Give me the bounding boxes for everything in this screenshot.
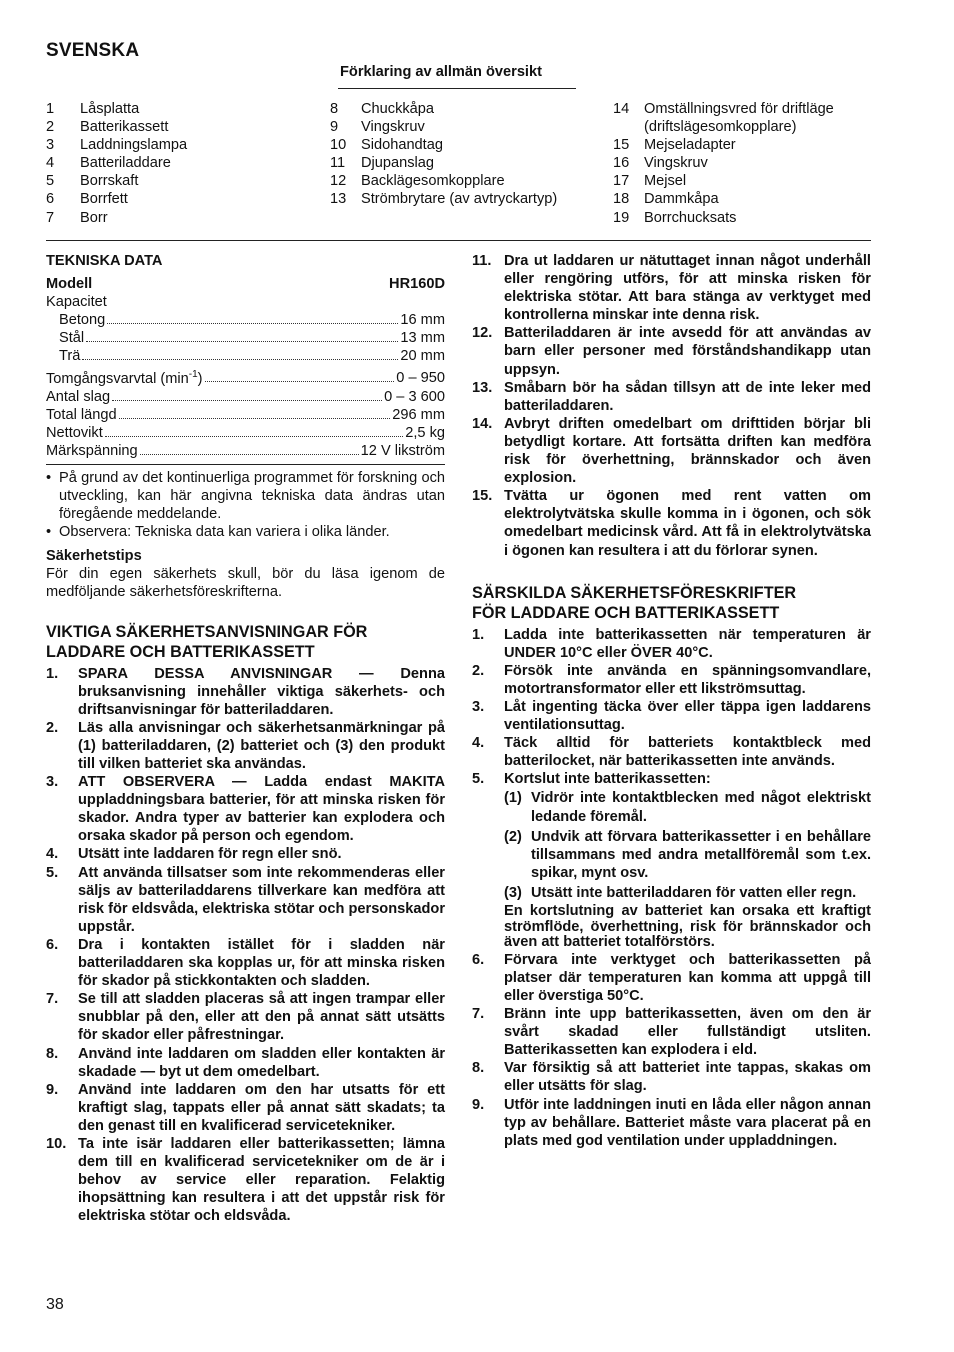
legend-item-label: Vingskruv xyxy=(644,155,708,172)
instruction-item-text: SPARA DESSA ANVISNINGAR — Denna bruksanvisning innehåller viktiga säkerhets- och driftsanvisningar för batteriladdaren. xyxy=(78,665,445,718)
spec-label: Nettovikt xyxy=(46,424,103,441)
section-divider xyxy=(46,240,871,241)
special-item-number: 8. xyxy=(472,1060,485,1077)
legend-item xyxy=(613,190,863,208)
legend-item xyxy=(46,190,286,208)
legend-item-label: Mejsel xyxy=(644,173,687,190)
legend-item-label: Batteriladdare xyxy=(80,155,171,172)
instruction-item-text: Tvätta ur ögonen med rent vatten om elektrolytvätska skulle komma in i ögonen, och sök omedelbart medicinsk vård. Att få in elektrolytvätska i ögonen kan resultera i att du förlorar synen. xyxy=(504,488,871,559)
special-item-text: Förvara inte verktyget och batterikassetten på platser där temperaturen kan komma att uppgå till eller överstiga 50°C. xyxy=(504,951,871,1004)
instruction-item xyxy=(46,773,445,845)
instruction-item xyxy=(472,252,871,324)
special-item xyxy=(472,734,871,770)
special-item-text: Kortslut inte batterikassetten: xyxy=(504,771,711,788)
legend-item-label: Batterikassett xyxy=(80,119,169,136)
spec-label: Stål xyxy=(59,330,85,347)
legend-item-label: Backlägesomkopplare xyxy=(361,173,505,190)
legend-item xyxy=(46,209,286,227)
spec-label: Total längd xyxy=(46,406,117,423)
spec-blows-row xyxy=(46,388,445,406)
legend-column-2 xyxy=(330,100,590,209)
legend-item-label: Vingskruv xyxy=(361,119,425,136)
instruction-item-number: 3. xyxy=(46,774,59,791)
legend-item xyxy=(330,172,590,190)
legend-item xyxy=(46,100,286,118)
spec-stal-row xyxy=(46,329,445,347)
legend-column-1 xyxy=(46,100,286,227)
legend-item xyxy=(46,154,286,172)
legend-item xyxy=(613,172,863,190)
legend-item-label: Strömbrytare (av avtryckartyp) xyxy=(361,191,558,208)
important-list-part1 xyxy=(46,665,445,1226)
legend-item xyxy=(613,154,863,172)
instruction-item xyxy=(472,415,871,487)
overview-title: Förklaring av allmän översikt xyxy=(340,64,542,80)
instruction-item-text: Att använda tillsatser som inte rekommenderas eller säljs av batteriladdarens tillverkare kan medföra att risk för eldsvåda, elektriska stötar och personskador uppstår. xyxy=(78,864,445,935)
legend-item xyxy=(330,136,590,154)
special-item-text: Täck alltid för batteriets kontaktbleck med batterilocket, när batterikassetten inte används. xyxy=(504,735,871,770)
instruction-item-number: 12. xyxy=(472,325,493,342)
overview-underline xyxy=(338,88,576,89)
sub-item-number: (2) xyxy=(504,828,522,845)
legend-item xyxy=(613,209,863,227)
spec-capacity-label: Kapacitet xyxy=(46,294,107,311)
special-item xyxy=(472,626,871,662)
legend-item-number: 17 xyxy=(613,173,630,190)
special-item xyxy=(472,770,871,788)
language-heading: SVENSKA xyxy=(46,40,140,61)
legend-item-number: 8 xyxy=(330,101,339,117)
instruction-item-text: Småbarn bör ha sådan tillsyn att de inte leker med batteriladdaren. xyxy=(504,379,871,414)
instruction-item xyxy=(46,719,445,773)
instruction-item-text: Ta inte isär laddaren eller batterikassetten; lämna dem till en kvalificerad servicetekniker om de är i behov av service eller reparation. Felaktig ihopsättning kan resultera i att det uppstår risk för elektriska stötar och eldsvåda. xyxy=(78,1135,445,1225)
instruction-item-number: 9. xyxy=(46,1081,59,1098)
spec-label: Antal slag xyxy=(46,388,111,405)
special-item-text: Ladda inte batterikassetten när temperaturen är UNDER 10°C eller ÖVER 40°C. xyxy=(504,626,871,661)
sub-item xyxy=(472,789,871,825)
instruction-item xyxy=(46,665,445,719)
instruction-item xyxy=(46,845,445,863)
sub-item-number: (1) xyxy=(504,790,522,807)
spec-label: Betong xyxy=(59,312,106,329)
legend-item xyxy=(613,100,863,136)
spec-speed-row xyxy=(46,366,445,388)
spec-label: Trä xyxy=(59,348,81,365)
special-item-number: 7. xyxy=(472,1006,485,1023)
sub-item-text: Utsätt inte batteriladdaren för vatten eller regn. xyxy=(531,884,857,901)
legend-item-number: 19 xyxy=(613,209,630,226)
legend-item-number: 2 xyxy=(46,119,55,136)
legend-item-number: 9 xyxy=(330,119,339,136)
instruction-item-number: 10. xyxy=(46,1135,67,1152)
tech-data-heading: TEKNISKA DATA xyxy=(46,253,163,269)
legend-item-number: 12 xyxy=(330,173,347,190)
legend-item-number: 5 xyxy=(46,173,55,190)
legend-item xyxy=(330,100,590,118)
instruction-item-text: Batteriladdaren är inte avsedd för att användas av barn eller personer med förståndshandikapp utan uppsyn. xyxy=(504,325,871,378)
legend-item-number: 14 xyxy=(613,101,630,117)
tech-note: • På grund av det kontinuerliga programmet för forskning och utveckling, kan här angivna tekniska data ändras utan föregående meddelande. xyxy=(46,469,445,523)
spec-value: 296 mm xyxy=(392,406,445,423)
special-item-text: Var försiktig så att batteriet inte tappas, skakas om eller utsätts för slag. xyxy=(504,1060,871,1095)
spec-value: 0 – 3 600 xyxy=(384,388,445,405)
legend-item-label: Chuckkåpa xyxy=(361,101,435,117)
legend-column-3 xyxy=(613,100,863,227)
sub-item-number: (3) xyxy=(504,884,522,901)
legend-item-label: Borrchucksats xyxy=(644,209,737,226)
legend-item-number: 10 xyxy=(330,137,347,154)
important-list-part2 xyxy=(472,252,871,560)
legend-item-number: 4 xyxy=(46,155,55,172)
special-item-number: 1. xyxy=(472,626,485,643)
special-item xyxy=(472,1096,871,1150)
legend-item xyxy=(613,136,863,154)
spec-model-label: Modell xyxy=(46,276,93,293)
legend-item-number: 7 xyxy=(46,209,55,226)
instruction-item-number: 14. xyxy=(472,415,493,432)
spec-length-row xyxy=(46,406,445,424)
short-circuit-note: En kortslutning av batteriet kan orsaka ett kraftigt strömflöde, överhettning, risk för brännskador och även att batteriet totalförstörs. xyxy=(504,903,871,951)
legend-item-label: Omställningsvred för driftläge (driftslägesomkopplare) xyxy=(644,101,834,136)
legend-item-number: 15 xyxy=(613,137,630,154)
legend-item xyxy=(330,118,590,136)
instruction-item-text: Använd inte laddaren om den har utsatts för ett kraftigt slag, tappats eller på annat sätt skadats; ta den genast till en kvalificerad servicetekniker. xyxy=(78,1081,445,1134)
instruction-item-text: Utsätt inte laddaren för regn eller snö. xyxy=(78,846,342,863)
legend-item-number: 13 xyxy=(330,191,347,208)
instruction-item-text: Dra ut laddaren ur nätuttaget innan något underhåll eller rengöring utförs, för att minska risken för elektriska stötar. Att bara stänga av verktyget med kontrollerna minskar inte denna risk. xyxy=(504,253,871,324)
special-item-text: Bränn inte upp batterikassetten, även om den är svårt skadad eller fullständigt utsliten. Batterikassetten kan explodera i eld. xyxy=(504,1006,871,1059)
instruction-item-number: 2. xyxy=(46,719,59,736)
spec-model-row xyxy=(46,275,445,293)
safety-tips-heading: Säkerhetstips xyxy=(46,548,142,565)
legend-item-label: Sidohandtag xyxy=(361,137,443,154)
special-item xyxy=(472,1059,871,1095)
sub-item xyxy=(472,884,871,902)
spec-divider xyxy=(46,464,445,465)
instruction-item-text: Se till att sladden placeras så att ingen trampar eller snubblar på den, eller att den på annat sätt utsätts för skador eller påfrestningar. xyxy=(78,991,445,1044)
special-item xyxy=(472,1005,871,1059)
instruction-item xyxy=(46,990,445,1044)
special-item-text: Utför inte laddningen inuti en låda eller någon annan typ av behållare. Batteriet måste vara placerat på en plats med god ventilation under uppladdningen. xyxy=(504,1096,871,1149)
sub-item xyxy=(472,828,871,882)
special-item-number: 9. xyxy=(472,1096,485,1113)
spec-value: 13 mm xyxy=(400,330,445,347)
instruction-item-number: 15. xyxy=(472,488,493,505)
legend-item-number: 6 xyxy=(46,191,55,208)
instruction-item-number: 7. xyxy=(46,991,59,1008)
special-item xyxy=(472,698,871,734)
safety-tips-text: För din egen säkerhets skull, bör du läsa igenom de medföljande säkerhetsföreskrifterna. xyxy=(46,566,445,601)
legend-item xyxy=(46,136,286,154)
legend-item xyxy=(330,190,590,208)
special-item xyxy=(472,662,871,698)
spec-value: 0 – 950 xyxy=(396,370,445,387)
instruction-item-number: 4. xyxy=(46,846,59,863)
spec-betong-row xyxy=(46,311,445,329)
special-item xyxy=(472,951,871,1005)
instruction-item xyxy=(46,1135,445,1225)
page-number: 38 xyxy=(46,1296,64,1313)
legend-item xyxy=(330,154,590,172)
instruction-item xyxy=(46,1045,445,1081)
instruction-item xyxy=(46,1081,445,1135)
spec-model-value: HR160D xyxy=(389,276,445,293)
instruction-item-number: 6. xyxy=(46,936,59,953)
legend-item-label: Låsplatta xyxy=(80,101,140,117)
special-item-number: 4. xyxy=(472,735,485,752)
instruction-item xyxy=(46,864,445,936)
special-heading: SÄRSKILDA SÄKERHETSFÖRESKRIFTER FÖR LADDARE OCH BATTERIKASSETT xyxy=(472,583,797,622)
spec-voltage-row xyxy=(46,442,445,460)
spec-tra-row xyxy=(46,347,445,365)
spec-label: Tomgångsvarvtal $(\min^{-1})$ xyxy=(46,368,203,387)
legend-item-number: 16 xyxy=(613,155,630,172)
instruction-item xyxy=(472,379,871,415)
instruction-item-text: Använd inte laddaren om sladden eller kontakten är skadade — byt ut dem omedelbart. xyxy=(78,1045,445,1080)
instruction-item-text: Läs alla anvisningar och säkerhetsanmärkningar på (1) batteriladdaren, (2) batteriet och (3) den produkt till vilken batteriet ska användas. xyxy=(78,719,445,773)
spec-weight-row xyxy=(46,424,445,442)
legend-item-label: Borr xyxy=(80,209,108,226)
spec-value: 20 mm xyxy=(400,348,445,365)
legend-item-number: 1 xyxy=(46,101,55,117)
sub-item-text: Vidrör inte kontaktblecken med något elektriskt ledande föremål. xyxy=(531,790,871,825)
legend-item-label: Djupanslag xyxy=(361,155,435,172)
spec-value: 12 V likström xyxy=(360,442,445,459)
special-list-part1 xyxy=(472,626,871,789)
special-item-number: 2. xyxy=(472,662,485,679)
instruction-item-number: 8. xyxy=(46,1045,59,1062)
instruction-item-number: 13. xyxy=(472,379,493,396)
legend-item-number: 3 xyxy=(46,137,55,154)
legend-item-label: Borrskaft xyxy=(80,173,139,190)
legend-item xyxy=(46,118,286,136)
important-heading: VIKTIGA SÄKERHETSANVISNINGAR FÖR LADDARE OCH BATTERIKASSETT xyxy=(46,622,368,661)
instruction-item xyxy=(46,936,445,990)
sub-item-text: Undvik att förvara batterikassetter i en behållare tillsammans med andra metallföremål som t.ex. spikar, mynt osv. xyxy=(531,828,871,881)
instruction-item-number: 11. xyxy=(472,253,492,269)
left-column xyxy=(46,252,445,1225)
legend-item xyxy=(46,172,286,190)
spec-value: 16 mm xyxy=(400,312,445,329)
instruction-item-number: 5. xyxy=(46,864,59,881)
legend-item-number: 11 xyxy=(330,155,346,172)
instruction-item-number: 1. xyxy=(46,665,59,682)
instruction-item-text: ATT OBSERVERA — Ladda endast MAKITA uppladdningsbara batterier, för att minska risken för skador. Andra typer av batterier kan explodera och orsaka skador på person och egendom. xyxy=(78,774,445,845)
special-item-text: Låt ingenting täcka över eller täppa igen laddarens ventilationsuttag. xyxy=(504,698,871,734)
special-item-number: 5. xyxy=(472,771,485,788)
legend-item-label: Borrfett xyxy=(80,191,128,208)
special-item-number: 6. xyxy=(472,951,485,968)
tech-note: • Observera: Tekniska data kan variera i olika länder. xyxy=(46,524,390,541)
special-list-part2 xyxy=(472,951,871,1150)
legend-item-label: Mejseladapter xyxy=(644,137,736,154)
instruction-item xyxy=(472,487,871,559)
instruction-item-text: Avbryt driften omedelbart om drifttiden börjar bli betydligt kortare. Att fortsätta driften kan medföra risk för överhettning, brännskador och även explosion. xyxy=(504,415,871,487)
legend-item-label: Laddningslampa xyxy=(80,137,188,154)
right-column xyxy=(472,252,871,1150)
special-item-text: Försök inte använda en spänningsomvandlare, motortransformator eller ett likströmsuttag. xyxy=(504,662,871,697)
instruction-item-text: Dra i kontakten istället för i sladden när batteriladdaren ska kopplas ur, för att minska risken för skador på stickkontakten och sladden. xyxy=(78,936,445,990)
spec-value: 2,5 kg xyxy=(405,424,445,441)
instruction-item xyxy=(472,324,871,378)
special-sublist xyxy=(472,789,871,902)
legend-item-number: 18 xyxy=(613,191,630,208)
special-item-number: 3. xyxy=(472,698,485,715)
legend-item-label: Dammkåpa xyxy=(644,191,719,208)
spec-label: Märkspänning xyxy=(46,442,138,459)
